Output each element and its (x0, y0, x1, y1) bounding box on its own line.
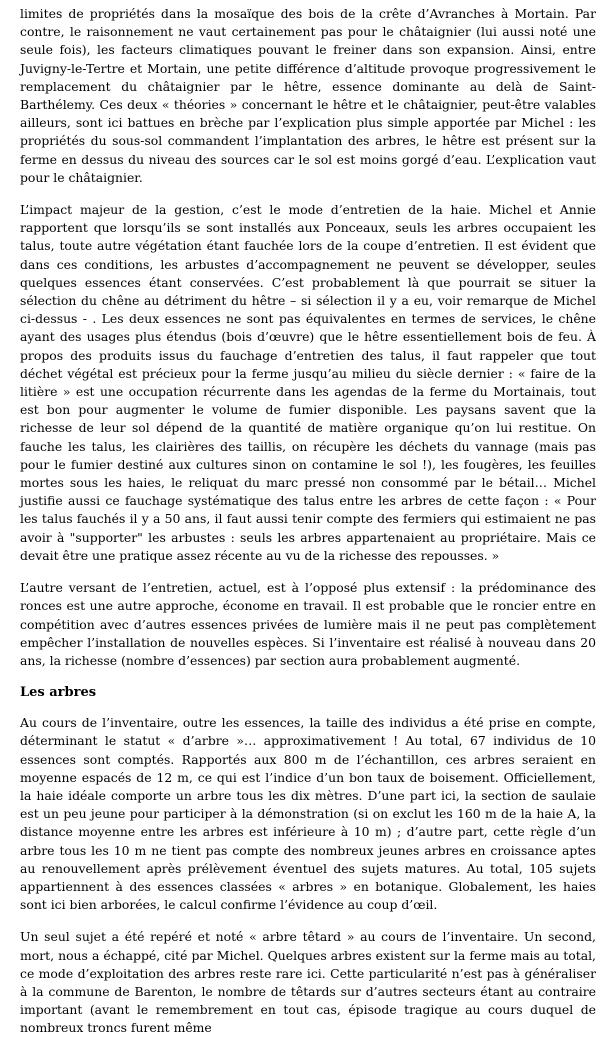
paragraph-limites-proprietes: limites de propriétés dans la mosaïque des bois de la crête d’Avranches à Mortain. Par contre, le raisonnement ne vaut certainement pas pour le châtaignier (lui aussi noté une seule fois), les facteurs climatiques pouvant le freiner dans son expansion. Ainsi, entre Juvigny-le-Tertre et Mortain, une petite différence d’altitude provoque progressivement le remplacement du châtaignier par le hêtre, essence dominante au delà de Saint-Barthélemy. Ces deux « théories » concernant le hêtre et le châtaignier, peut-être valables ailleurs, sont ici battues en brèche par l’explication plus simple apportée par Michel : les propriétés du sous-sol commandent l’implantation des arbres, le hêtre est présent sur la ferme en dessus du niveau des sources car le sol est moins gorgé d’eau. L’explication vaut pour le châtaignier. (20, 6, 596, 185)
paragraph-inventaire-arbres: Au cours de l’inventaire, outre les essences, la taille des individus a été prise en compte, déterminant le statut « d’arbre »… approximativement ! Au total, 67 individus de 10 essences sont comptés. Rapportés aux 800 m de l’échantillon, ces arbres seraient en moyenne espacés de 12 m, ce qui est l’indice d’un bon taux de boisement. Officiellement, la haie idéale comporte un arbre tous les dix mètres. D’une part ici, la section de saulaie est un peu jeune pour participer à la démonstration (si on exclut les 160 m de la haie A, la distance moyenne entre les arbres est inférieure à 10 m) ; d’autre part, cette règle d’un arbre tous les 10 m ne tient pas compte des nombreux jeunes arbres en croissance aptes au renouvellement après prélèvement éventuel des sujets matures. Au total, 105 sujets appartiennent à des essences classées « arbres » en botanique. Globalement, les haies sont ici bien arborées, le calcul confirme l’évidence au coup d’œil. (20, 715, 596, 913)
paragraph-arbre-tetard: Un seul sujet a été repéré et noté « arbre têtard » au cours de l’inventaire. Un second, mort, nous a échappé, cité par Michel. Quelques arbres existent sur la ferme mais au total, ce mode d’exploitation des arbres reste rare ici. Cette particularité n’est pas à généraliser à la commune de Barenton, le nombre de têtards sur d’autres secteurs étant au contraire important (avant le remembrement en tout cas, épisode tragique au cours duquel de nombreux troncs furent même (20, 929, 596, 1036)
paragraph-impact-gestion: L’impact majeur de la gestion, c’est le mode d’entretien de la haie. Michel et Annie rapportent que lorsqu’ils se sont installés aux Ponceaux, seuls les arbres occupaient les talus, toute autre végétation étant fauchée lors de la coupe d’entretien. Il est évident que dans ces conditions, les arbustes d’accompagnement ne peuvent se développer, seules quelques essences étant conservées. C’est probablement là que pourrait se situer la sélection du chêne au détriment du hêtre – si sélection il y a eu, voir remarque de Michel ci-dessus - . Les deux essences ne sont pas équivalentes en termes de services, le chêne ayant des usages plus étendus (bois d’œuvre) que le hêtre essentiellement bois de feu. À propos des produits issus du fauchage d’entretien des talus, il faut rappeler que tout déchet végétal est précieux pour la ferme jusqu’au milieu du siècle dernier : « faire de la litière » est une occupation récurrente dans les agendas de la ferme du Mortainais, tout est bon pour augmenter le volume de fumier disponible. Les paysans savent que la richesse de leur sol dépend de la quantité de matière organique qu’on lui restitue. On fauche les talus, les clairières des taillis, on récupère les déchets du vannage (mais pas pour le fumier destiné aux cultures sinon on contamine le sol !), les fougères, les feuilles mortes sous les haies, le reliquat du marc pressé non consommé par le bétail… Michel justifie aussi ce fauchage systématique des talus entre les arbres de cette façon : « Pour les talus fauchés il y a 50 ans, il faut aussi tenir compte des fermiers qui estimaient ne pas avoir à "supporter" les arbustes : seuls les arbres appartenaient au propriétaire. Mais ce devait être une pratique assez récente au vu de la richesse des repousses. » (20, 202, 596, 563)
paragraph-autre-versant: L’autre versant de l’entretien, actuel, est à l’opposé plus extensif : la prédominance des ronces est une autre approche, économe en travail. Il est probable que le roncier entre en compétition avec d’autres essences privées de lumière mais il ne peut pas complètement empêcher l’installation de nouvelles espèces. Si l’inventaire est réalisé à nouveau dans 20 ans, la richesse (nombre d’essences) par section aura probablement augmenté. (20, 580, 596, 668)
section-heading-les-arbres: Les arbres (20, 685, 97, 701)
